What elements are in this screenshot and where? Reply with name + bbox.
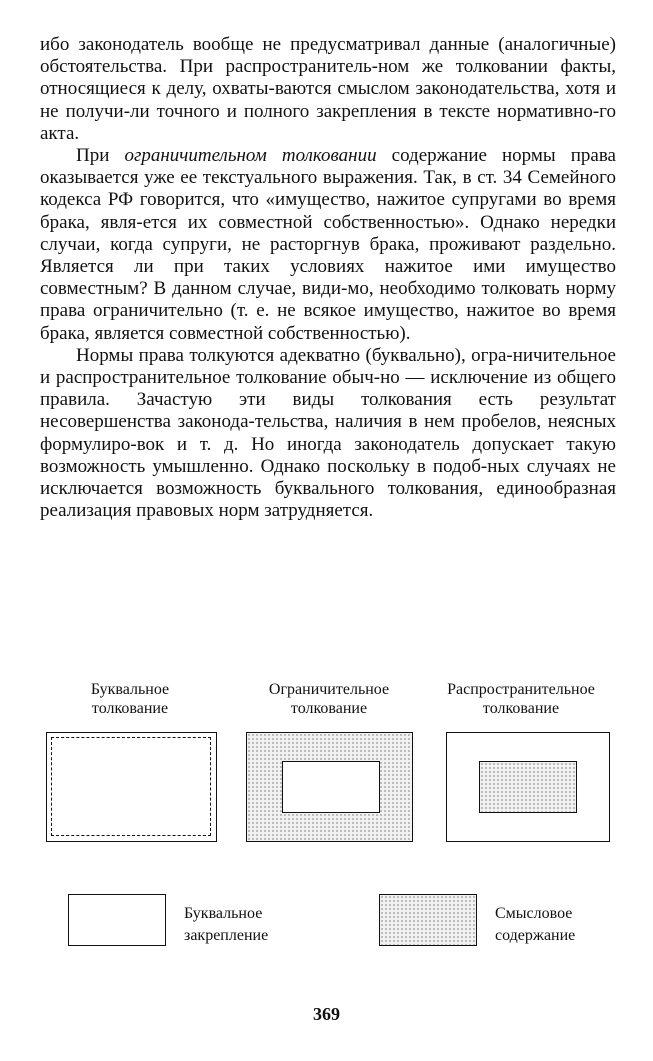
legend-dotted-label-line2: содержание (495, 927, 576, 944)
paragraph-1: ибо законодатель вообще не предусматривал данные (аналогичные) обстоятельства. При распространитель-ном же толковании факты, относящиеся к делу, охваты-ваются смыслом законодательства, хотя и не получи-ли точного и полного закрепления в тексте нормативно-го акта. (40, 34, 616, 144)
diagram-title-restrictive-line2: толкование (290, 700, 368, 717)
restrictive-outer-box (246, 732, 413, 842)
legend-dotted-label (495, 903, 575, 947)
legend-plain-label-line1: Буквальное (184, 905, 263, 922)
legend-plain-swatch (68, 894, 166, 946)
page-number: 369 (313, 1004, 340, 1024)
legend-dotted-label-line1: Смысловое (495, 905, 573, 922)
paragraph-2 (40, 145, 616, 345)
body-text (40, 34, 616, 522)
diagram-title-extensive-line1: Распространительное (447, 681, 595, 698)
literal-outer-box (46, 732, 217, 842)
diagram-title-restrictive-line1: Ограничительное (268, 681, 390, 698)
term-restrictive-interpretation: ограничительном толковании (124, 145, 377, 167)
legend-plain-label (184, 903, 268, 947)
diagram-title-literal-line2: толкование (91, 700, 169, 717)
diagram-title-literal-line1: Буквальное (90, 681, 170, 698)
restrictive-inner-box (282, 761, 380, 813)
extensive-inner-box (479, 761, 577, 813)
paragraph-2-rest: содержание нормы права оказывается уже ее текстуального выражения. Так, в ст. 34 Семейного кодекса РФ говорится, что «имущество, нажитое супругами во время брака, явля-ется их совместной собственностью». Однако нередки случаи, когда супруги, не расторгнув брака, проживают раздельно. Является ли при таких условиях нажитое ими имущество совместным? В данном случае, види-мо, необходимо толковать норму права ограничительно (т. е. не всякое имущество, нажитое во время брака, является совместной собственностью). (40, 145, 616, 344)
diagram-title-literal (56, 680, 204, 718)
paragraph-3: Нормы права толкуются адекватно (буквально), огра-ничительное и распространительное толкование обыч-но — исключение из общего правила. Зачастую эти виды толкования есть результат несовершенства законода-тельства, наличия в нем пробелов, неясных формулиро-вок и т. д. Но иногда законодатель допускает такую возможность умышленно. Однако поскольку в подоб-ных случаях не исключается возможность буквального толкования, единообразная реализация правовых норм затрудняется. (40, 344, 616, 522)
paragraph-2-lead: При (76, 145, 125, 167)
diagram-title-restrictive (240, 680, 418, 718)
legend-dotted-swatch (379, 894, 477, 946)
literal-inner-dashed-box (51, 737, 211, 836)
diagram-title-extensive (424, 680, 618, 718)
diagram-title-extensive-line2: толкование (482, 700, 560, 717)
legend-plain-label-line2: закрепление (184, 927, 269, 944)
extensive-outer-box (446, 732, 610, 842)
